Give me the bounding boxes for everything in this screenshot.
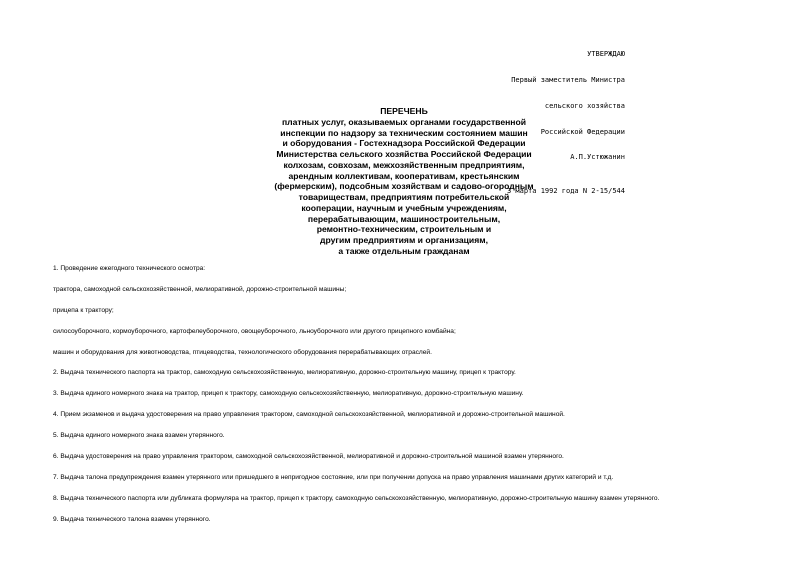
approval-line: сельского хозяйства (544, 101, 625, 110)
title-line: инспекции по надзору за техническим состоянием машин (280, 127, 528, 138)
list-item: силосоуборочного, кормоуборочного, картофелеуборочного, овощеуборочного, льноуборочного или другого прицепного комбайна; (53, 327, 456, 335)
title-line: и оборудования - Гостехнадзора Российской Федерации (282, 138, 526, 149)
list-item: 7. Выдача талона предупреждения взамен утерянного или пришедшего в непригодное состояние, или при получении допуска на право управления машинами других категорий и т.д. (53, 473, 614, 481)
services-list (53, 265, 773, 537)
list-item: 8. Выдача технического паспорта или дубликата формуляра на трактор, прицеп к трактору, самоходную сельскохозяйственную, мелиоративную, дорожно-строительную машину взамен утерянного. (53, 494, 660, 502)
list-item: 2. Выдача технического паспорта на трактор, самоходную сельскохозяйственную, мелиоративную, дорожно-строительную машину, прицеп к трактору. (53, 369, 516, 377)
list-item: 3. Выдача единого номерного знака на трактор, прицеп к трактору, самоходную сельскохозяйственную, мелиоративную, дорожно-строительную машину. (53, 390, 524, 398)
approval-line: А.П.Устюжанин (570, 153, 625, 162)
title-line: другим предприятиям и организациям, (320, 235, 488, 245)
title-line: товариществам, предприятиям потребительской (298, 192, 510, 202)
list-item: машин и оборудования для животноводства, птицеводства, технологического оборудования перерабатывающих отраслей. (53, 348, 432, 356)
title-line: а также отдельным гражданам (338, 245, 470, 256)
title-heading: ПЕРЕЧЕНЬ (380, 106, 428, 116)
list-item: трактора, самоходной сельскохозяйственной, мелиоративной, дорожно-строительной машины; (53, 285, 347, 293)
title-line: колхозам, совхозам, межхозяйственным предприятиям, (283, 159, 525, 170)
approval-line: Российской Федерации (540, 127, 625, 136)
title-line: перерабатывающим, машиностроительным, (307, 213, 501, 224)
title-line: кооперации, научным и учебным учреждениям, (301, 202, 507, 213)
approval-line: УТВЕРЖДАЮ (587, 50, 625, 59)
document-title (200, 106, 608, 257)
approval-date: 3 марта 1992 года N 2-15/544 (506, 187, 625, 196)
title-line: (фермерским), подсобным хозяйствам и садово-огородным (274, 181, 534, 192)
approval-line: Первый заместитель Министра (511, 75, 625, 84)
list-item: 1. Проведение ежегодного технического осмотра: (53, 265, 206, 272)
list-item: 9. Выдача технического талона взамен утерянного. (53, 515, 211, 523)
list-item: 5. Выдача единого номерного знака взамен утерянного. (53, 432, 225, 440)
title-line: арендным коллективам, кооперативам, крестьянским (288, 170, 520, 181)
list-item: 4. Прием экзаменов и выдача удостоверения на право управления трактором, самоходной сельскохозяйственной, мелиоративной и дорожно-строительной машиной. (53, 411, 565, 419)
list-item: 6. Выдача удостоверения на право управления трактором, самоходной сельскохозяйственной, мелиоративной и дорожно-строительной машиной взамен утерянного. (53, 453, 564, 461)
title-line: ремонтно-техническим, строительным и (316, 224, 492, 235)
title-line: Министерства сельского хозяйства Российской Федерации (276, 149, 532, 159)
list-item: прицепа к трактору; (53, 306, 114, 314)
title-line: платных услуг, оказываемых органами государственной (281, 116, 527, 127)
